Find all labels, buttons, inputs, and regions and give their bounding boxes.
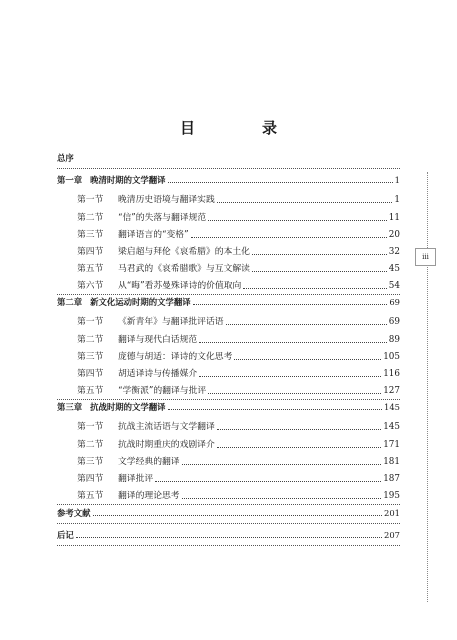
page-number: 127: [383, 386, 400, 396]
dot-leader: [76, 537, 382, 538]
dot-leader: [168, 409, 383, 410]
chapter-title: 晚清时期的文学翻译: [90, 175, 166, 185]
page-number: 1: [394, 175, 400, 185]
dot-leader: [252, 254, 387, 255]
section-number: 第二节: [77, 335, 104, 345]
section-number: 第五节: [77, 386, 104, 396]
page-number: 145: [383, 422, 400, 432]
page-number: 105: [383, 352, 400, 362]
side-margin-line: [427, 172, 428, 602]
section-title: 翻译与现代白话规范: [118, 335, 198, 345]
dot-leader: [199, 376, 381, 377]
section-number: 第六节: [77, 281, 104, 291]
section-entry[interactable]: [77, 440, 400, 450]
section-entry[interactable]: [77, 230, 400, 240]
section-number: 第五节: [77, 264, 104, 274]
page-number: 69: [388, 317, 400, 327]
page-number: 69: [389, 297, 400, 307]
divider: [57, 168, 400, 169]
chapter-number: 第二章: [57, 297, 83, 307]
dot-leader: [208, 393, 381, 394]
section-title: 抗战主流话语与文学翻译: [118, 422, 215, 432]
side-page-number: iii: [415, 248, 436, 266]
dot-leader: [234, 359, 381, 360]
toc-title: 目 录: [179, 119, 303, 137]
section-entry[interactable]: [77, 491, 400, 501]
dot-leader: [155, 481, 381, 482]
preface-entry[interactable]: [57, 153, 400, 163]
section-entry[interactable]: [77, 457, 400, 467]
section-number: 第一节: [77, 422, 104, 432]
chapter-entry[interactable]: [57, 175, 400, 185]
page-number: 201: [384, 508, 400, 518]
section-entry[interactable]: [77, 247, 400, 257]
section-number: 第四节: [77, 369, 104, 379]
dot-leader: [226, 324, 387, 325]
dot-leader: [93, 515, 383, 516]
page-number: 54: [388, 281, 400, 291]
section-title: 翻译语言的“变格”: [118, 230, 189, 240]
dot-leader: [217, 429, 381, 430]
section-entry[interactable]: [77, 386, 400, 396]
section-title: 庞德与胡适：译诗的文化思考: [118, 352, 233, 362]
dot-leader: [208, 220, 387, 221]
chapter-title: 新文化运动时期的文学翻译: [90, 297, 191, 307]
chapter-number: 第一章: [57, 175, 83, 185]
section-entry[interactable]: [77, 422, 400, 432]
references-entry[interactable]: [57, 508, 400, 518]
page-number: 145: [384, 402, 400, 412]
section-entry[interactable]: [77, 213, 400, 223]
chapter-entry[interactable]: [57, 402, 400, 412]
section-title: 从“晦”看苏曼殊译诗的价值取向: [118, 281, 242, 291]
section-number: 第二节: [77, 440, 104, 450]
section-entry[interactable]: [77, 281, 400, 291]
section-number: 第一节: [77, 195, 104, 205]
section-entry[interactable]: [77, 369, 400, 379]
section-title: 胡适译诗与传播媒介: [118, 369, 198, 379]
page-number: 20: [388, 230, 400, 240]
page-number: 45: [388, 264, 400, 274]
section-entry[interactable]: [77, 335, 400, 345]
dot-leader: [191, 237, 387, 238]
dot-leader: [217, 202, 393, 203]
section-title: “信”的失落与翻译规范: [118, 213, 207, 223]
section-title: “学衡派”的翻译与批评: [118, 386, 207, 396]
section-title: 抗战时期重庆的戏剧译介: [118, 440, 215, 450]
section-title: 翻译的理论思考: [118, 491, 180, 501]
page-number: 171: [383, 440, 400, 450]
page-number: 181: [383, 457, 400, 467]
section-title: 晚清历史语境与翻译实践: [118, 195, 215, 205]
section-entry[interactable]: [77, 264, 400, 274]
section-title: 梁启超与拜伦《哀希腊》的本土化: [118, 247, 250, 257]
page-number: 89: [388, 335, 400, 345]
dot-leader: [217, 447, 381, 448]
page-number: 116: [383, 369, 400, 379]
section-number: 第一节: [77, 317, 104, 327]
page-number: 32: [388, 247, 400, 257]
afterword-entry[interactable]: [57, 530, 400, 540]
divider: [57, 294, 400, 295]
page-number: 187: [383, 474, 400, 484]
dot-leader: [168, 182, 393, 183]
section-number: 第三节: [77, 230, 104, 240]
section-entry[interactable]: [77, 317, 400, 327]
section-title: 《新青年》与翻译批评话语: [118, 317, 224, 327]
dot-leader: [252, 271, 387, 272]
section-entry[interactable]: [77, 474, 400, 484]
divider: [57, 545, 400, 546]
chapter-number: 第三章: [57, 402, 83, 412]
dot-leader: [182, 498, 382, 499]
section-number: 第二节: [77, 213, 104, 223]
chapter-entry[interactable]: [57, 297, 400, 307]
section-number: 第三节: [77, 352, 104, 362]
section-title: 马君武的《哀希腊歌》与互文解读: [118, 264, 250, 274]
dot-leader: [199, 342, 387, 343]
divider: [57, 399, 400, 400]
divider: [57, 523, 400, 524]
section-title: 翻译批评: [118, 474, 154, 484]
afterword-label: 后记: [57, 530, 74, 540]
page-number: 1: [394, 195, 400, 205]
dot-leader: [182, 464, 382, 465]
dot-leader: [243, 288, 386, 289]
page-number: 11: [388, 213, 400, 223]
section-entry[interactable]: [77, 195, 400, 205]
section-number: 第五节: [77, 491, 104, 501]
page-number: 195: [383, 491, 400, 501]
references-label: 参考文献: [57, 508, 91, 518]
section-number: 第三节: [77, 457, 104, 467]
dot-leader: [193, 304, 388, 305]
section-entry[interactable]: [77, 352, 400, 362]
preface-label: 总序: [57, 153, 74, 163]
section-title: 文学经典的翻译: [118, 457, 180, 467]
page-number: 207: [384, 530, 400, 540]
section-number: 第四节: [77, 247, 104, 257]
section-number: 第四节: [77, 474, 104, 484]
divider: [57, 504, 400, 505]
chapter-title: 抗战时期的文学翻译: [90, 402, 166, 412]
